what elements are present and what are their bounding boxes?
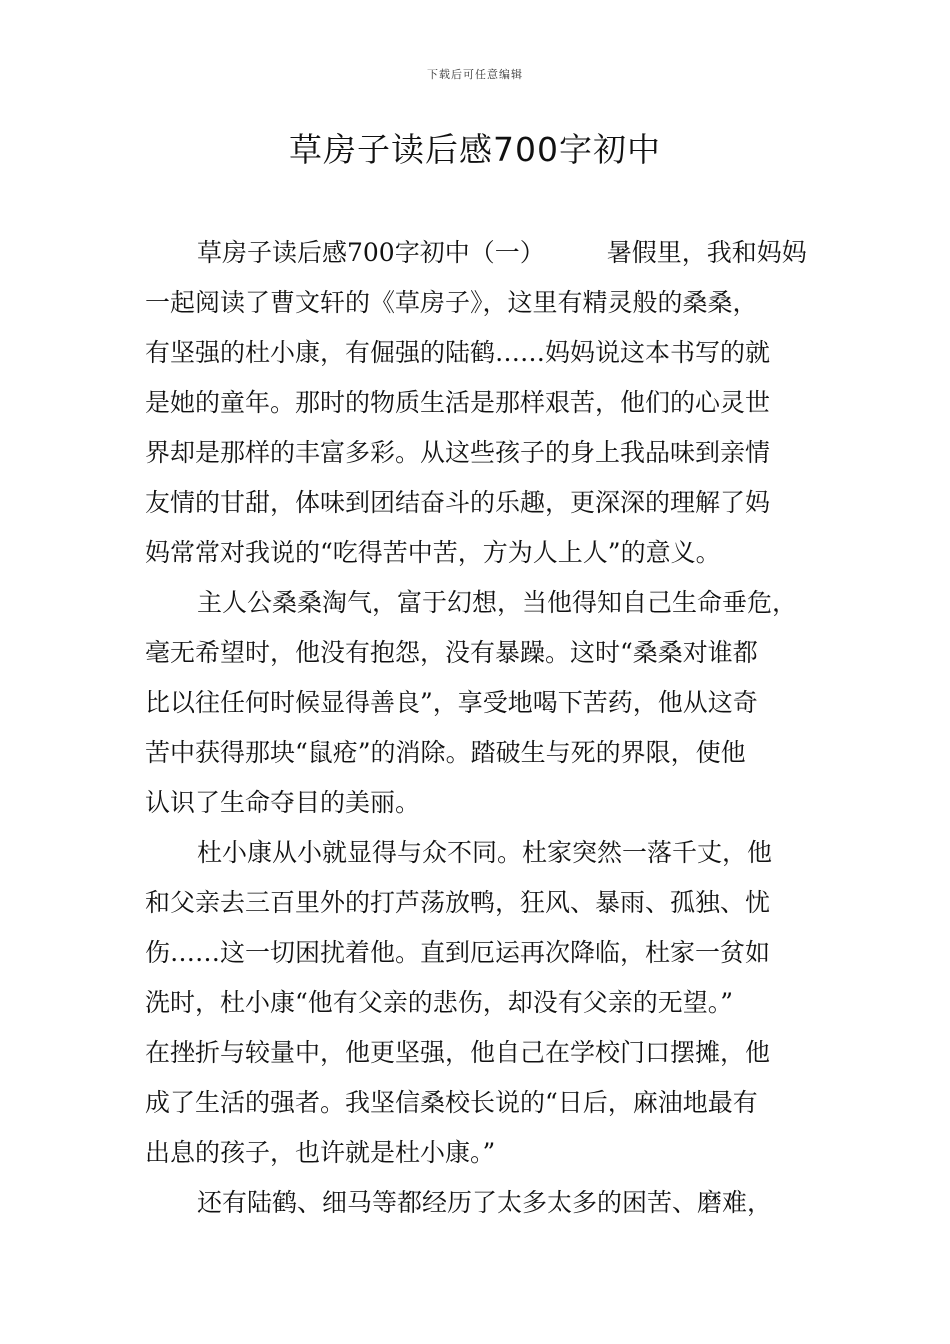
paragraph-line: 一起阅读了曹文轩的《草房子》，这里有精灵般的桑桑， (145, 288, 758, 317)
paragraph-line (145, 228, 817, 278)
paragraph-others (145, 1178, 817, 1228)
paragraph-line: 友情的甘甜，体味到团结奋斗的乐趣，更深深的理解了妈 (145, 488, 771, 517)
paragraph-line: 主人公桑桑淘气，富于幻想，当他得知自己生命垂危， (197, 588, 798, 617)
paragraph-line: 伤……这一切困扰着他。直到厄运再次降临，杜家一贫如 (145, 938, 771, 967)
paragraph-line: 和父亲去三百里外的打芦荡放鸭，狂风、暴雨、孤独、忧 (145, 888, 771, 917)
document-body (145, 228, 817, 1228)
paragraph-line: 妈常常对我说的“吃得苦中苦，方为人上人”的意义。 (145, 538, 721, 567)
paragraph-line: 苦中获得那块“鼠疮”的消除。踏破生与死的界限，使他 (145, 738, 746, 767)
paragraph-line: 出息的孩子，也许就是杜小康。” (145, 1138, 496, 1167)
paragraph-line: 是她的童年。那时的物质生活是那样艰苦，他们的心灵世 (145, 388, 771, 417)
page-title: 草房子读后感700字初中 (289, 130, 661, 169)
paragraph-sangsang (145, 578, 817, 828)
paragraph-line: 成了生活的强者。我坚信桑校长说的“日后，麻油地最有 (145, 1088, 758, 1117)
paragraph-intro (145, 228, 817, 578)
paragraph-line: 界却是那样的丰富多彩。从这些孩子的身上我品味到亲情 (145, 438, 771, 467)
paragraph-line: 比以往任何时候显得善良”，享受地喝下苦药，他从这奇 (145, 688, 758, 717)
paragraph-line: 认识了生命夺目的美丽。 (145, 788, 421, 817)
paragraph-line: 杜小康从小就显得与众不同。杜家突然一落千丈，他 (197, 838, 773, 867)
paragraph-line: 毫无希望时，他没有抱怨，没有暴躁。这时“桑桑对谁都 (145, 638, 758, 667)
paragraph-line: 洗时，杜小康“他有父亲的悲伤，却没有父亲的无望。” (145, 988, 734, 1017)
header-note: 下载后可任意编辑 (427, 68, 523, 81)
paragraph-line: 在挫折与较量中，他更坚强，他自己在学校门口摆摊，他 (145, 1038, 771, 1067)
paragraph-line: 还有陆鹤、细马等都经历了太多太多的困苦、磨难， (197, 1188, 773, 1217)
paragraph-du-xiaokang (145, 828, 817, 1178)
paragraph-text: 暑假里，我和妈妈 (606, 238, 807, 267)
paragraph-line: 有坚强的杜小康，有倔强的陆鹤……妈妈说这本书写的就 (145, 338, 771, 367)
section-heading: 草房子读后感700字初中（一） (197, 238, 545, 267)
